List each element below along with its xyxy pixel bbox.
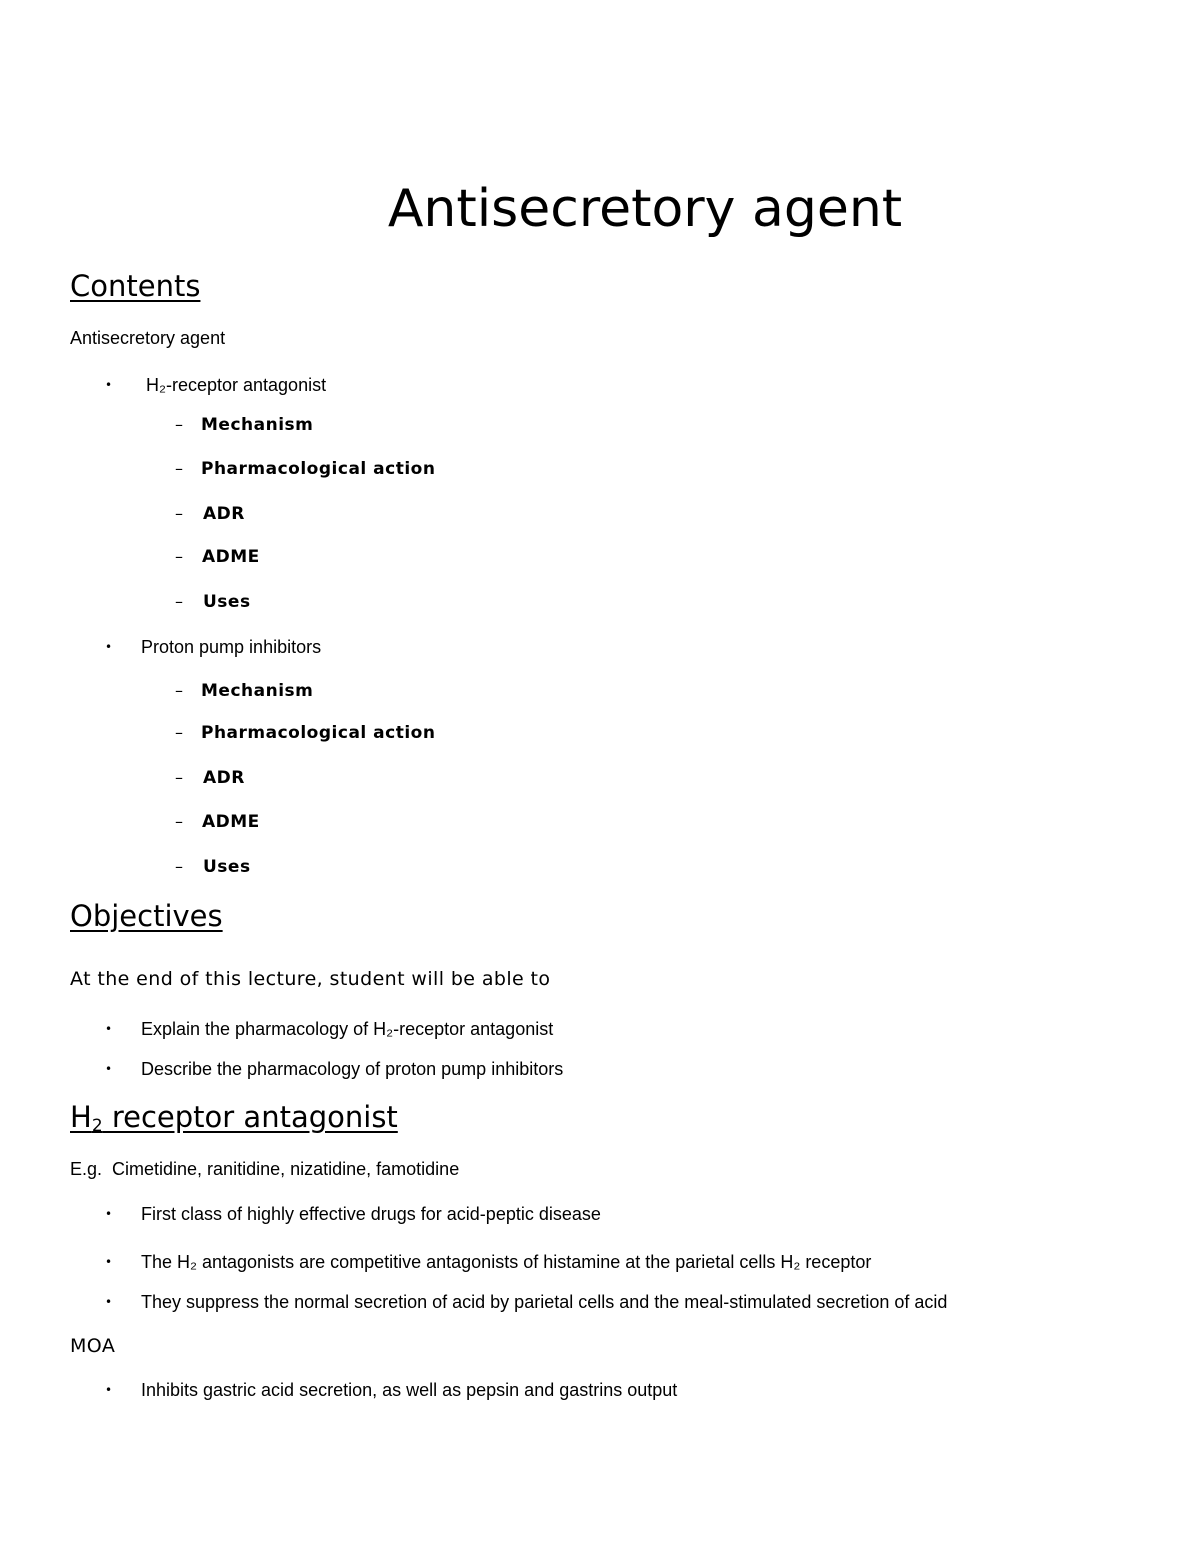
dash-icon: – [175,768,183,787]
bullet-icon: • [105,1022,113,1036]
objectives-lead: At the end of this lecture, student will be able to [70,968,551,990]
examples-line: E.g. Cimetidine, ranitidine, nizatidine, famotidine [70,1159,460,1179]
contents-subitem: Mechanism [201,415,314,435]
bullet-icon: • [105,378,113,392]
contents-group-label: H₂-receptor antagonist [146,375,327,395]
h2-heading-suffix: receptor antagonist [102,1100,398,1134]
contents-subitem: Pharmacological action [201,723,436,743]
objective-item: Describe the pharmacology of proton pump inhibitors [141,1059,564,1079]
contents-subitem: ADR [203,504,245,524]
contents-subitem: ADME [202,812,260,832]
document-title: Antisecretory agent [387,179,903,239]
dash-icon: – [175,415,183,434]
moa-label: MOA [70,1335,116,1357]
dash-icon: – [175,812,183,831]
objective-item: Explain the pharmacology of H₂-receptor antagonist [141,1019,554,1039]
h2-point: First class of highly effective drugs for acid-peptic disease [141,1204,601,1224]
h2-section-heading [70,1098,398,1145]
contents-subitem: Uses [203,592,251,612]
moa-point: Inhibits gastric acid secretion, as well as pepsin and gastrins output [141,1380,678,1400]
dash-icon: – [175,592,183,611]
dash-icon: – [175,547,183,566]
dash-icon: – [175,504,183,523]
contents-intro: Antisecretory agent [70,328,226,348]
contents-subitem: Mechanism [201,681,314,701]
dash-icon: – [175,681,183,700]
contents-group-label: Proton pump inhibitors [141,637,322,657]
dash-icon: – [175,723,183,742]
contents-subitem: ADME [202,547,260,567]
objectives-heading: Objectives [70,899,223,933]
bullet-icon: • [105,1255,113,1269]
bullet-icon: • [105,1062,113,1076]
h2-heading-prefix: H [70,1100,92,1134]
contents-subitem: ADR [203,768,245,788]
dash-icon: – [175,857,183,876]
dash-icon: – [175,459,183,478]
bullet-icon: • [105,1295,113,1309]
h2-heading-subscript: 2 [91,1116,103,1136]
h2-point: They suppress the normal secretion of acid by parietal cells and the meal-stimulated secretion of acid [141,1292,948,1312]
contents-subitem: Uses [203,857,251,877]
h2-point: The H₂ antagonists are competitive antagonists of histamine at the parietal cells H₂ receptor [141,1252,872,1272]
bullet-icon: • [105,1383,113,1397]
contents-subitem: Pharmacological action [201,459,436,479]
bullet-icon: • [105,1207,113,1221]
contents-heading: Contents [70,269,201,303]
bullet-icon: • [105,640,113,654]
